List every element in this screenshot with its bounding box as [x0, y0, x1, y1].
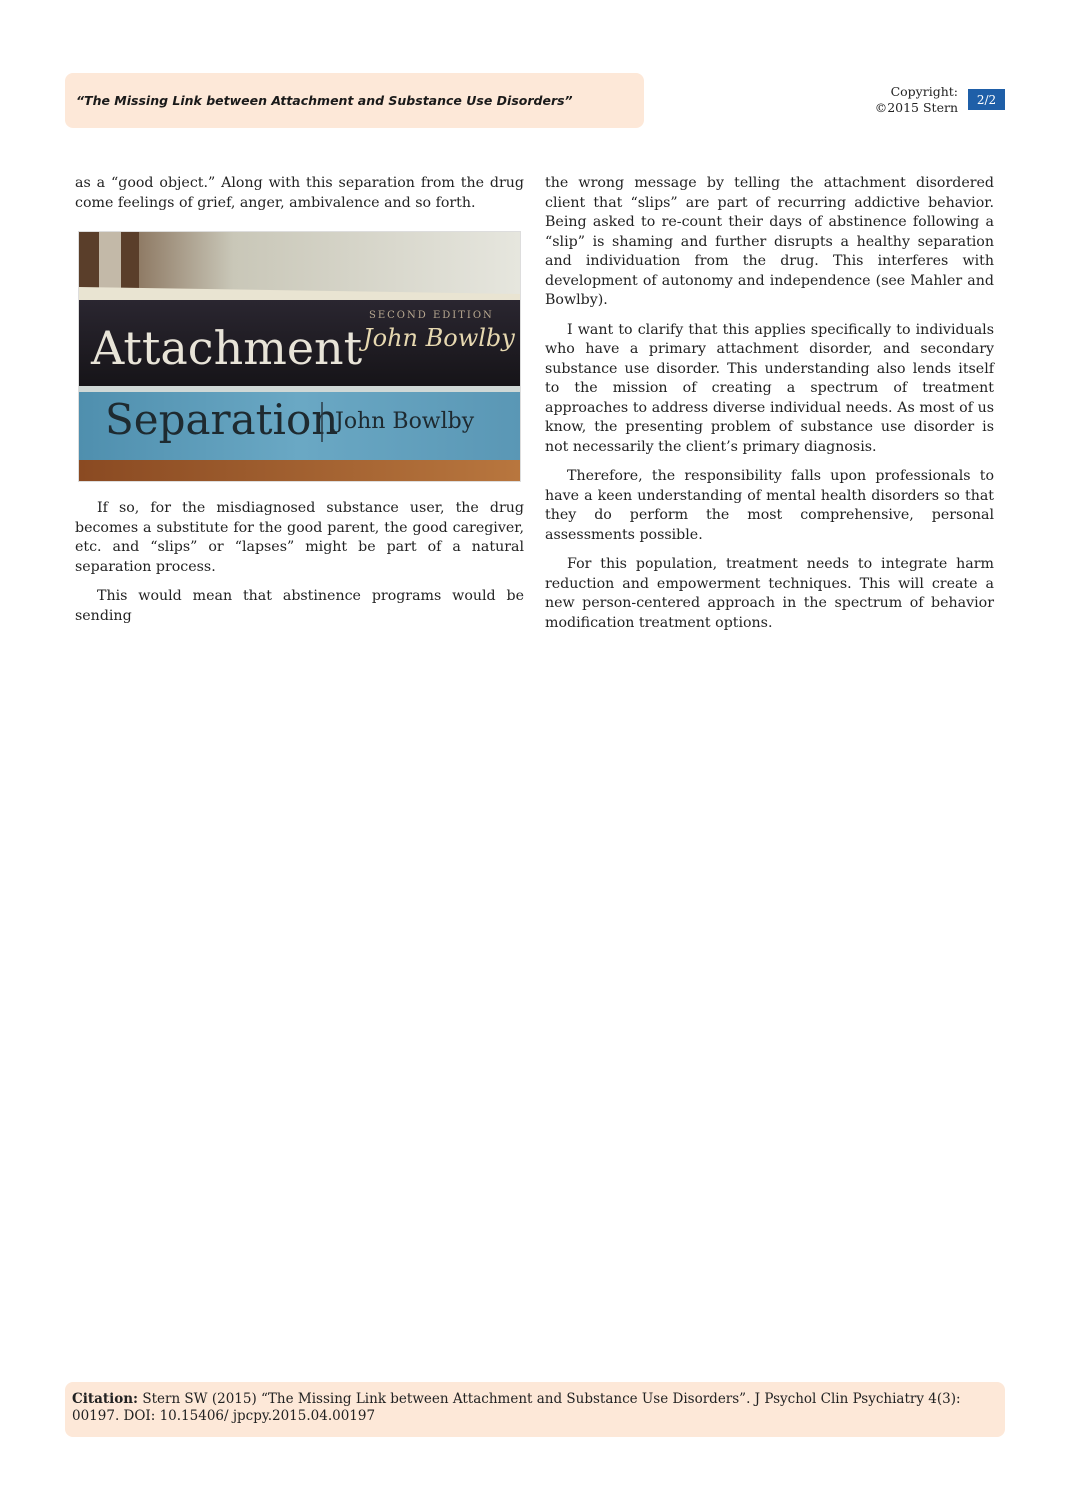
paragraph: For this population, treatment needs to integrate harm reduction and empowerment techniques. This will create a new person-centered approach in the spectrum of behavior modification treatment options.: [545, 556, 994, 631]
paragraph: Therefore, the responsibility falls upon professionals to have a keen understanding of mental health disorders so that they do perform the most comprehensive, personal assessments possible.: [545, 468, 994, 543]
citation-bar: [65, 1382, 1005, 1437]
book1-title: Attachment: [91, 321, 363, 375]
right-column: [545, 174, 994, 643]
citation-label: Citation:: [72, 1391, 139, 1407]
citation-text: Stern SW (2015) “The Missing Link between Attachment and Substance Use Disorders”. J Psychol Clin Psychiatry 4(3): 00197. DOI: 10.15406/ jpcpy.2015.04.00197: [72, 1391, 961, 1424]
book1-edition: SECOND EDITION: [369, 310, 494, 321]
paragraph: as a “good object.” Along with this separation from the drug come feelings of grief, anger, ambivalence and so forth.: [75, 175, 524, 211]
copyright-label: Copyright:: [890, 84, 958, 99]
book2-author: John Bowlby: [335, 409, 475, 434]
book-photo-figure: [78, 231, 521, 482]
paragraph: the wrong message by telling the attachment disordered client that “slips” are part of recurring addictive behavior. Being asked to re-count their days of abstinence following a “slip” is shaming and further disrupts a healthy separation and individuation from the drug. This interferes with development of autonomy and independence (see Mahler and Bowlby).: [545, 175, 994, 308]
book2-title: Separation: [105, 395, 339, 444]
left-column: [75, 174, 524, 636]
header-bar: [65, 73, 644, 128]
page-number-badge: 2/2: [968, 89, 1005, 110]
copyright-notice: [875, 84, 958, 116]
paragraph: I want to clarify that this applies specifically to individuals who have a primary attachment disorder, and secondary substance use disorder. This understanding also lends itself to the mission of creating a spectrum of treatment approaches to address diverse individual needs. As most of us know, the presenting problem of substance use disorder is not necessarily the client’s primary diagnosis.: [545, 321, 994, 455]
book1-author: John Bowlby: [363, 324, 515, 352]
copyright-holder: ©2015 Stern: [874, 100, 958, 115]
paragraph: If so, for the misdiagnosed substance user, the drug becomes a substitute for the good parent, the good caregiver, etc. and “slips” or “lapses” might be part of a natural separation process.: [75, 500, 524, 575]
book-photo: [79, 232, 520, 481]
paragraph: This would mean that abstinence programs would be sending: [75, 588, 524, 624]
running-title: “The Missing Link between Attachment and Substance Use Disorders”: [76, 93, 573, 108]
